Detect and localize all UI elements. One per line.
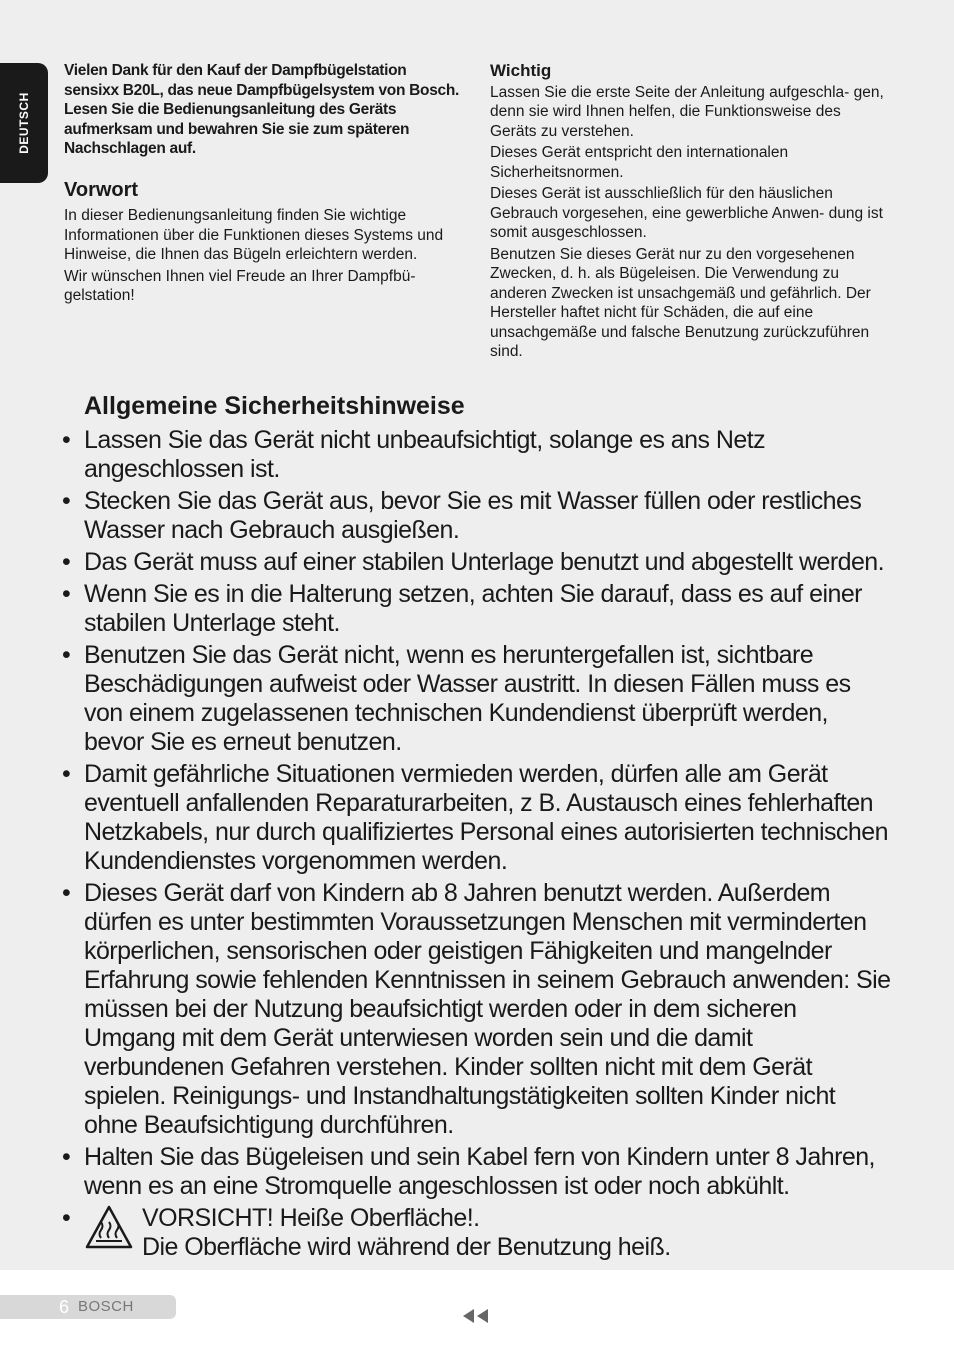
caution-item xyxy=(62,1204,892,1262)
caution-text xyxy=(142,1204,671,1262)
list-item: • Benutzen Sie das Gerät nicht, wenn es heruntergefallen ist, sichtbare Beschädigungen aufweist oder Wasser austritt. In diesen Fällen muss es von einem zugelassenen technischen Kundendienst überprüft werden, bevor Sie es erneut benutzen. xyxy=(62,641,892,757)
vorwort-paragraph-1: In dieser Bedienungsanleitung finden Sie wichtige Informationen über die Funktionen dieses Systems und Hinweise, die Ihnen das Bügeln erleichtern werden. xyxy=(64,207,444,263)
list-item: • Wenn Sie es in die Halterung setzen, achten Sie darauf, dass es auf einer stabilen Unterlage steht. xyxy=(62,580,892,638)
language-tab-label: DEUTSCH xyxy=(17,92,31,154)
right-column xyxy=(490,61,890,364)
intro-block xyxy=(64,61,464,159)
wichtig-heading: Wichtig xyxy=(490,61,552,80)
list-item: • Dieses Gerät darf von Kindern ab 8 Jahren benutzt werden. Außerdem dürfen es unter bestimmten Voraussetzungen Menschen mit verminderten körperlichen, sensorischen oder geistigen Fähigkeiten und mangelnder Erfahrung sowie fehlenden Kenntnissen in seinem Gebrauch anwenden: Sie müssen bei der Nutzung beaufsichtigt werden oder in dem sicheren Umgang mit dem Gerät unterwiesen worden sein und die damit verbundenen Gefahren verstehen. Kinder sollten nicht mit dem Gerät spielen. Reinigungs- und Instandhaltungstätigkeiten sollten Kinder nicht ohne Beaufsichtigung durchführen. xyxy=(62,879,892,1140)
intro-line-2: Lesen Sie die Bedienungsanleitung des Geräts aufmerksam und bewahren Sie sie zum späteren Nachschlagen auf. xyxy=(64,101,410,157)
double-left-arrow-icon xyxy=(462,1308,492,1324)
page-number: 6 xyxy=(58,1297,69,1317)
list-item: • Damit gefährliche Situationen vermieden werden, dürfen alle am Gerät eventuell anfallenden Reparaturarbeiten, z B. Austausch eines fehlerhaften Netzkabels, nur durch qualifiziertes Personal eines autorisierten technischen Kundendienstes vorgenommen werden. xyxy=(62,760,892,876)
caution-line-2: Die Oberfläche wird während der Benutzung heiß. xyxy=(142,1233,671,1261)
caution-line-1: • VORSICHT! Heiße Oberfläche!. xyxy=(142,1204,480,1232)
wichtig-paragraph-3: Dieses Gerät ist ausschließlich für den häuslichen Gebrauch vorgesehen, eine gewerbliche Anwen- dung ist somit ausgeschlossen. xyxy=(490,185,883,241)
safety-list xyxy=(62,426,892,1262)
list-item: • Das Gerät muss auf einer stabilen Unterlage benutzt und abgestellt werden. xyxy=(62,548,892,577)
language-tab xyxy=(0,63,48,183)
vorwort-paragraph-2: Wir wünschen Ihnen viel Freude an Ihrer Dampfbü- gelstation! xyxy=(64,267,416,304)
vorwort-heading: Vorwort xyxy=(64,178,139,201)
wichtig-paragraph-4: Benutzen Sie dieses Gerät nur zu den vorgesehenen Zwecken, d. h. als Bügeleisen. Die Verwendung zu anderen Zwecken ist unsachgemäß und gefährlich. Der Hersteller haftet nicht für Schäden, die auf eine unsachgemäße und falsche Benutzung zurückzuführen sind. xyxy=(490,245,871,360)
safety-section xyxy=(62,390,892,1265)
brand-label: BOSCH xyxy=(78,1298,134,1315)
list-item: • Halten Sie das Bügeleisen und sein Kabel fern von Kindern unter 8 Jahren, wenn es an eine Stromquelle angeschlossen ist oder noch abkühlt. xyxy=(62,1143,892,1201)
hot-surface-warning-icon xyxy=(84,1204,134,1250)
intro-line-1: Vielen Dank für den Kauf der Dampfbügelstation sensixx B20L, das neue Dampfbügelsystem von Bosch. xyxy=(64,62,460,99)
list-item: • Lassen Sie das Gerät nicht unbeaufsichtigt, solange es ans Netz angeschlossen ist. xyxy=(62,426,892,484)
list-item: • Stecken Sie das Gerät aus, bevor Sie es mit Wasser füllen oder restliches Wasser nach Gebrauch ausgießen. xyxy=(62,487,892,545)
wichtig-paragraph-2: Dieses Gerät entspricht den internationalen Sicherheitsnormen. xyxy=(490,144,789,181)
wichtig-paragraph-1: Lassen Sie die erste Seite der Anleitung aufgeschla- gen, denn sie wird Ihnen helfen, die Funktionsweise des Geräts zu verstehen. xyxy=(490,83,884,140)
safety-heading: Allgemeine Sicherheitshinweise xyxy=(84,392,465,420)
left-column xyxy=(64,61,464,308)
